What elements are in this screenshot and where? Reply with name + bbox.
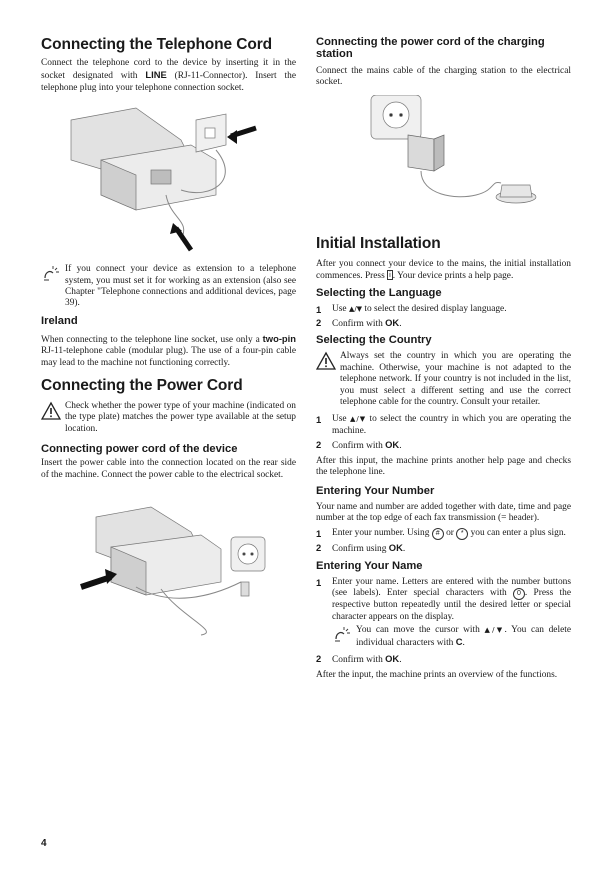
heading-power-cord: Connecting the Power Cord bbox=[41, 377, 243, 395]
up-down-arrow-icon: ▲/▼ bbox=[484, 625, 505, 634]
step-language-2: 2 Confirm with OK. bbox=[316, 317, 402, 330]
heading-enter-number: Entering Your Number bbox=[316, 484, 435, 497]
step-name-2: 2 Confirm with OK. bbox=[316, 652, 402, 665]
paragraph-ireland: When connecting to the telephone line socket, use only a two-pin RJ-11-telephone cable (modular plug). The use of a four-pin cable may lead to the machine not functioning correctly. bbox=[41, 332, 296, 368]
heading-power-cord-device: Connecting power cord of the device bbox=[41, 443, 238, 456]
tip-icon bbox=[41, 264, 61, 284]
paragraph-charging-station: Connect the mains cable of the charging station to the electrical socket. bbox=[316, 66, 571, 88]
note-cursor: You can move the cursor with ▲/▼. You can delete individual characters with C. bbox=[332, 625, 571, 650]
info-key-icon: i bbox=[389, 270, 391, 280]
step-number-1: 1 Enter your number. Using # or * you can enter a plus sign. bbox=[316, 528, 566, 540]
fax-power-illustration bbox=[41, 487, 296, 637]
step-name-1: 1 Enter your name. Letters are entered with the number buttons (see labels). Enter special characters with 0 . Press the respective button repeatedly until the desired letter or special character appears on the display. bbox=[316, 576, 571, 622]
paragraph-enter-number: Your name and number are added together with date, time and page number at the top edge of each fax transmission (= header). bbox=[316, 501, 571, 523]
warning-power-type: Check whether the power type of your machine (indicated on the type plate) matches the power type available at the setup location. bbox=[41, 401, 296, 435]
heading-ireland: Ireland bbox=[41, 314, 78, 327]
figure-power-connection bbox=[41, 487, 296, 637]
left-column bbox=[41, 36, 296, 637]
hash-key-icon: # bbox=[432, 528, 444, 540]
paragraph-after-name: After the input, the machine prints an overview of the functions. bbox=[316, 670, 558, 681]
steps-country bbox=[316, 414, 571, 452]
star-key-icon: * bbox=[456, 528, 468, 540]
page-number: 4 bbox=[41, 838, 47, 849]
zero-key-icon: 0 bbox=[513, 588, 525, 600]
heading-telephone-cord: Connecting the Telephone Cord bbox=[41, 36, 273, 53]
heading-select-language: Selecting the Language bbox=[316, 286, 442, 299]
steps-language bbox=[316, 304, 571, 331]
up-down-arrow-icon: ▲/▼ bbox=[349, 415, 367, 424]
paragraph-power-cord-device: Insert the power cable into the connection located on the rear side of the machine. Connect the power cable to the electrical socket. bbox=[41, 458, 296, 480]
paragraph-after-country: After this input, the machine prints another help page and checks the telephone line. bbox=[316, 455, 571, 478]
steps-name bbox=[316, 577, 571, 666]
heading-initial-installation: Initial Installation bbox=[316, 234, 441, 252]
warning-country: Always set the country in which you are operating the machine. Otherwise, your machine is not adapted to the telephone network. If your country is not included in the list, you must select a different setting and use the correct telephone cable for the country. Consult your retailer. bbox=[316, 351, 571, 408]
warning-icon bbox=[316, 351, 336, 371]
note-extension: If you connect your device as extension to a telephone system, you must set it for working as an extension (also see Chapter "Telephone connections and additional devices, page 39). bbox=[41, 264, 296, 310]
warning-icon bbox=[41, 401, 61, 421]
paragraph-telephone-cord: Connect the telephone cord to the device by inserting it in the socket designated with LINE (RJ-11-Connector). Insert the telephone plug into your telephone connection socket. bbox=[41, 58, 296, 93]
heading-enter-name: Entering Your Name bbox=[316, 559, 423, 572]
right-column bbox=[316, 36, 571, 682]
fax-telephone-illustration bbox=[41, 100, 296, 258]
up-down-arrow-icon: ▲/▼ bbox=[348, 304, 363, 313]
heading-select-country: Selecting the Country bbox=[316, 334, 432, 347]
figure-telephone-connection bbox=[41, 100, 296, 258]
step-language-1: 1 Use ▲/▼ to select the desired display language. bbox=[316, 303, 507, 315]
step-number-2: 2 Confirm using OK. bbox=[316, 542, 406, 555]
figure-charging-station bbox=[316, 95, 571, 225]
tip-icon bbox=[332, 625, 352, 645]
steps-number bbox=[316, 528, 571, 555]
charging-station-illustration bbox=[316, 95, 571, 225]
paragraph-initial-installation: After you connect your device to the mains, the initial installation commences. Press i . Your device prints a help page. bbox=[316, 258, 571, 282]
step-country-1: 1 Use ▲/▼ to select the country in which you are operating the machine. bbox=[316, 414, 571, 436]
step-country-2: 2 Confirm with OK. bbox=[316, 439, 402, 452]
heading-charging-station: Connecting the power cord of the charging station bbox=[316, 36, 545, 60]
